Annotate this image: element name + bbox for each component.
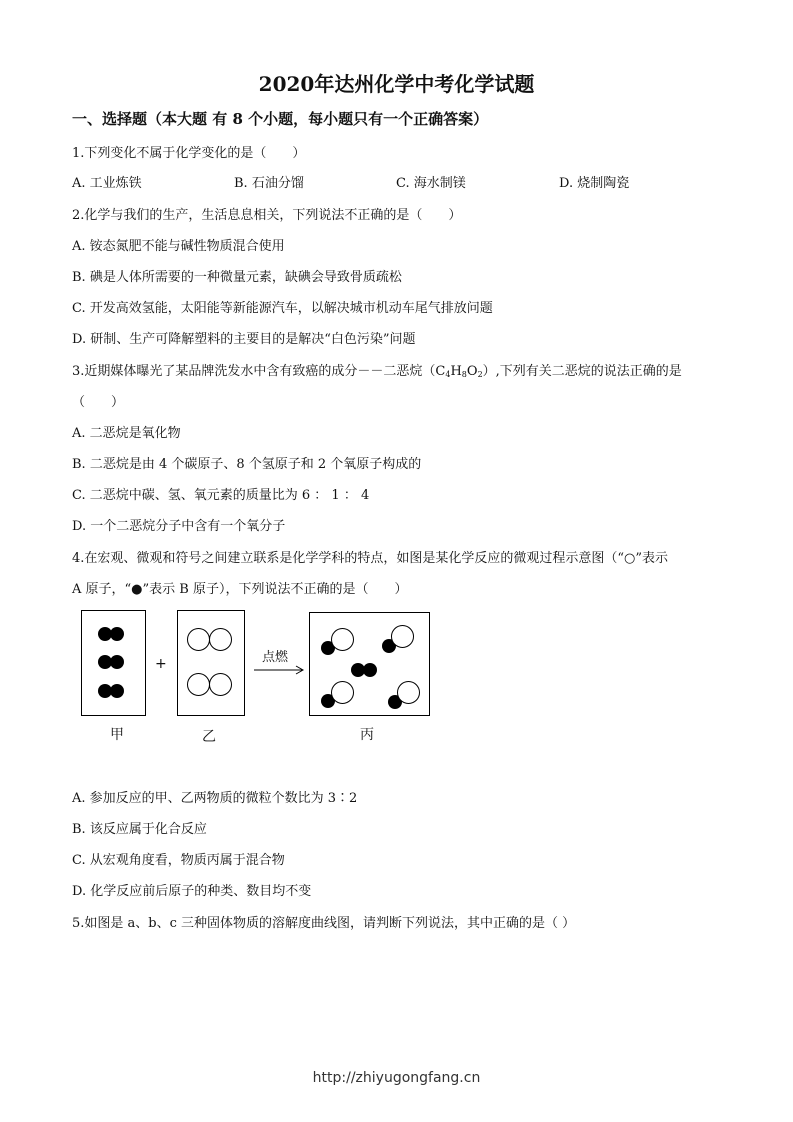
question-1-option-a: A. 工业炼铁: [72, 176, 142, 191]
a-atom: [391, 625, 414, 648]
b-atom: [110, 627, 124, 641]
a-atom: [331, 681, 354, 704]
question-2-stem: 2.化学与我们的生产，生活息息相关，下列说法不正确的是（ ）: [72, 208, 462, 223]
question-4-option-b: B. 该反应属于化合反应: [72, 822, 207, 837]
question-2-option-a: A. 铵态氮肥不能与碱性物质混合使用: [72, 239, 285, 254]
a-atom: [397, 681, 420, 704]
box-jia: [81, 610, 146, 716]
a-atom: [187, 673, 210, 696]
a-atom: [209, 673, 232, 696]
question-1-option-b: B. 石油分馏: [234, 176, 304, 191]
question-3-option-d: D. 一个二恶烷分子中含有一个氧分子: [72, 519, 286, 534]
question-3-stem-line2: （ ）: [72, 395, 125, 410]
question-1-option-d: D. 烧制陶瓷: [559, 176, 630, 191]
a-atom: [187, 628, 210, 651]
box-yi: [177, 610, 245, 716]
question-1-option-c: C. 海水制镁: [396, 176, 466, 191]
question-3-option-c: C. 二恶烷中碳、氢、氧元素的质量比为 6 ： 1 ： 4: [72, 488, 370, 503]
footer-url[interactable]: http://zhiyugongfang.cn: [312, 1070, 481, 1086]
question-2-option-d: D. 研制、生产可降解塑料的主要目的是解决“白色污染”问题: [72, 332, 416, 347]
a-atom: [331, 628, 354, 651]
box-bing: [309, 612, 430, 716]
b-atom: [363, 663, 377, 677]
question-2-option-c: C. 开发高效氢能，太阳能等新能源汽车，以解决城市机动车尾气排放问题: [72, 301, 493, 316]
a-atom: [209, 628, 232, 651]
section-heading: 一、选择题（本大题 有 8 个小题，每小题只有一个正确答案）: [72, 110, 489, 128]
question-4-option-c: C. 从宏观角度看，物质丙属于混合物: [72, 853, 285, 868]
label-jia: 甲: [110, 727, 124, 743]
b-atom: [110, 655, 124, 669]
label-yi: 乙: [202, 729, 216, 745]
question-4-option-a: A. 参加反应的甲、乙两物质的微粒个数比为 3∶2: [72, 791, 358, 806]
reaction-arrow: [254, 664, 306, 676]
question-4-stem-line2: A 原子，“●”表示 B 原子），下列说法不正确的是（ ）: [72, 582, 408, 597]
question-2-option-b: B. 碘是人体所需要的一种微量元素，缺碘会导致骨质疏松: [72, 270, 402, 285]
question-3-option-a: A. 二恶烷是氧化物: [72, 426, 181, 441]
question-4-stem: 4.在宏观、微观和符号之间建立联系是化学学科的特点，如图是某化学反应的微观过程示意图（“○”表示: [72, 551, 669, 566]
question-3-option-b: B. 二恶烷是由 4 个碳原子、8 个氢原子和 2 个氧原子构成的: [72, 457, 422, 472]
b-atom: [110, 684, 124, 698]
question-3-stem: 3.近期媒体曝光了某品牌洗发水中含有致癌的成分－－二恶烷$(C_4H_8O_2)$,下列有关二恶烷的说法正确的是: [72, 364, 682, 379]
plus-sign: +: [155, 656, 167, 672]
label-bing: 丙: [360, 727, 374, 743]
question-1-stem: 1.下列变化不属于化学变化的是（ ）: [72, 146, 306, 161]
page-title: 2020年达州化学中考化学试题: [258, 72, 535, 96]
question-5-stem: 5.如图是 a、b、c 三种固体物质的溶解度曲线图，请判断下列说法，其中正确的是（ ）: [72, 916, 576, 931]
question-4-option-d: D. 化学反应前后原子的种类、数目均不变: [72, 884, 312, 899]
ignite-label: 点燃: [262, 650, 289, 665]
